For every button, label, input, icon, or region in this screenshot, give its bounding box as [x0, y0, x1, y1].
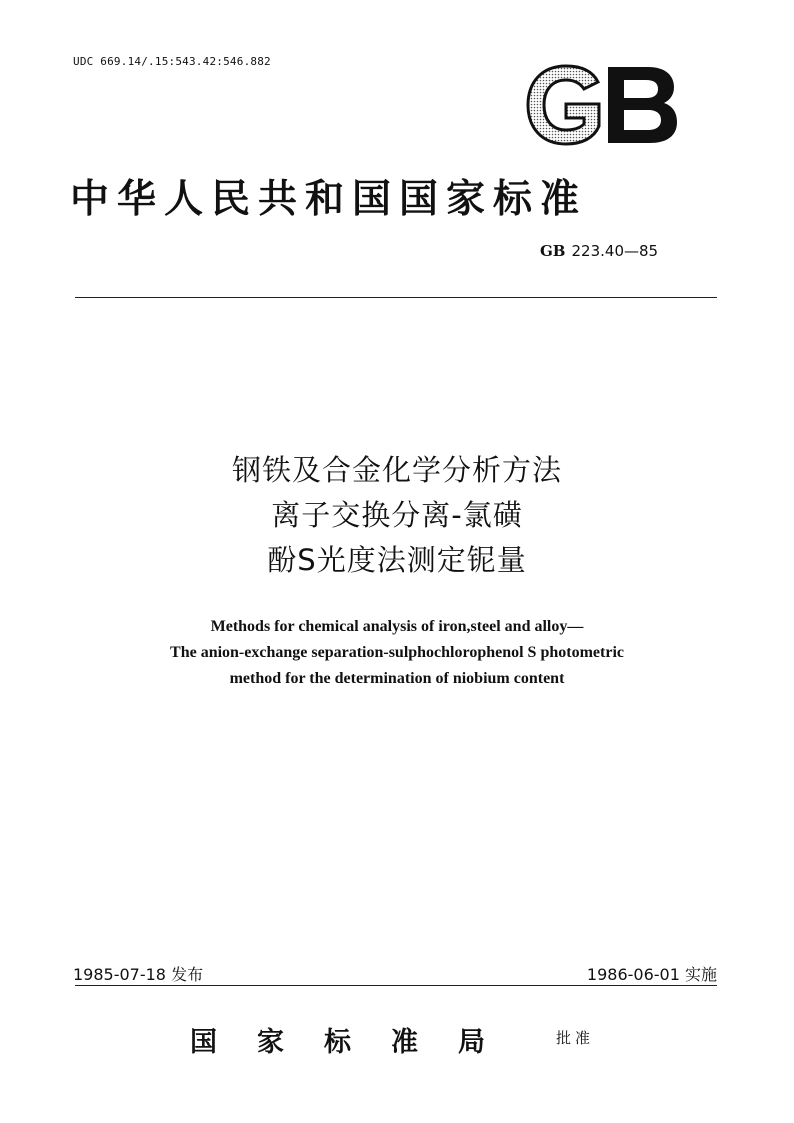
chinese-title-line-2: 离子交换分离-氯磺	[271, 498, 523, 532]
issue-date: 1985-07-18 发布	[73, 965, 204, 984]
gb-logo	[524, 64, 679, 146]
english-title-line-1: Methods for chemical analysis of iron,steel and alloy—	[210, 618, 584, 635]
standard-number	[540, 242, 658, 260]
chinese-title-line-1: 钢铁及合金化学分析方法	[231, 453, 562, 487]
standard-code: 223.40—85	[571, 242, 659, 260]
standard-title: 中华人民共和国国家标准	[70, 176, 588, 222]
top-divider	[75, 297, 717, 298]
standard-prefix: GB	[540, 242, 566, 260]
approval-label: 批准	[556, 1029, 595, 1047]
bottom-divider	[75, 985, 717, 986]
chinese-title-line-3: 酚S光度法测定铌量	[267, 543, 527, 577]
english-title	[0, 614, 794, 692]
chinese-title	[0, 448, 794, 583]
issuing-bureau: 国家标准局	[190, 1027, 525, 1058]
udc-code: UDC 669.14/.15:543.42:546.882	[73, 55, 271, 68]
effective-date: 1986-06-01 实施	[586, 965, 717, 984]
english-title-line-2: The anion-exchange separation-sulphochlorophenol S photometric	[170, 644, 624, 661]
english-title-line-3: method for the determination of niobium content	[229, 670, 565, 687]
